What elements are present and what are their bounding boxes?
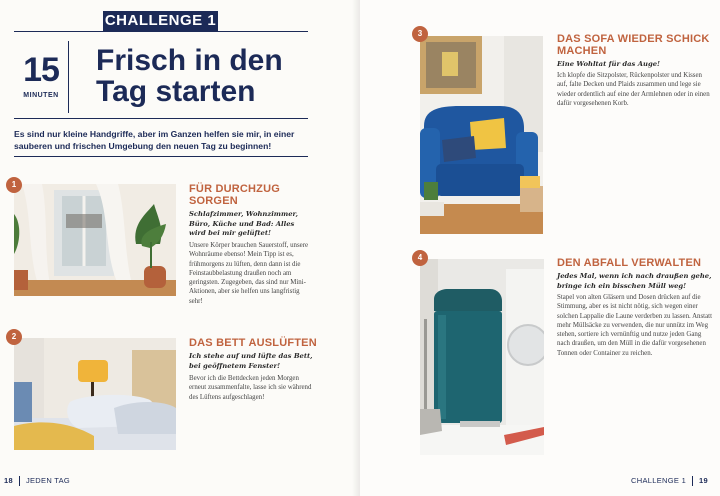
sofa-photo [420, 36, 543, 234]
title-rule [14, 118, 308, 119]
section-4-subtitle: Jedes Mal, wenn ich nach draußen gehe, bringe ich ein bisschen Müll weg! [557, 272, 712, 290]
page-title [96, 45, 336, 107]
top-rule [14, 31, 308, 32]
window-photo [14, 184, 176, 296]
footer-divider-right [692, 476, 693, 486]
intro-text: Es sind nur kleine Handgriffe, aber im Ganzen helfen sie mir, in einer sauberen und frischen Umgebung den neuen Tag zu beginnen! [14, 129, 295, 151]
trash-photo [420, 259, 544, 455]
section-3-subtitle: Eine Wohltat für das Auge! [557, 60, 661, 68]
title-line-2: Tag starten [96, 75, 256, 108]
section-number-4: 4 [412, 250, 428, 266]
footer-left-label: JEDEN TAG [25, 475, 71, 485]
minutes-label: MINUTEN [23, 92, 59, 99]
bed-photo [14, 338, 176, 450]
section-3-body: Ich klopfe die Sitzpolster, Rückenpolster und Kissen auf, falte Decken und Plaids zusammen und lege sie wieder ordentlich auf eine der Armlehnen oder in einen dafür vorgesehenen Korb. [557, 72, 710, 107]
section-2-heading: DAS BETT AUSLÜFTEN [189, 337, 317, 349]
section-3-heading-line-2: MACHEN [557, 45, 607, 57]
page-number-right: 19 [699, 475, 708, 485]
section-number-1: 1 [6, 177, 22, 193]
section-1-heading-line-2: SORGEN [189, 195, 238, 207]
section-3-heading-line-1: DAS SOFA WIEDER SCHICK [557, 33, 710, 45]
footer-left [4, 476, 70, 486]
footer-right [631, 476, 708, 486]
section-number-3: 3 [412, 26, 428, 42]
title-line-1: Frisch in den [96, 44, 283, 77]
challenge-badge: CHALLENGE 1 [104, 12, 217, 29]
right-page [360, 0, 720, 496]
section-1-heading [189, 183, 349, 207]
intro-rule [14, 156, 308, 157]
minutes-number: 15 [23, 51, 59, 89]
minutes-box [14, 41, 69, 113]
section-1-subtitle: Schlafzimmer, Wohnzimmer, Büro, Küche und Bad: Alles wird bei mir gelüftet! [189, 210, 298, 237]
section-1-heading-line-1: FÜR DURCHZUG [189, 183, 281, 195]
page-number-left: 18 [4, 475, 13, 485]
footer-divider [19, 476, 20, 486]
section-2-subtitle: Ich stehe auf und lüfte das Bett, bei geöffnetem Fenster! [189, 352, 313, 370]
section-number-2: 2 [6, 329, 22, 345]
footer-right-label: CHALLENGE 1 [631, 475, 687, 485]
section-4-heading: DEN ABFALL VERWALTEN [557, 257, 702, 269]
section-1-body: Unsere Körper brauchen Sauerstoff, unsere Wohnräume ebenso! Mein Tipp ist es, frühmorgens zu lüften, denn dann ist die Feinstaubbelastung draußen noch am geringsten. Zugegeben, das sind nur Mini-Aktionen, aber sie helfen uns langfristig sehr! [189, 242, 309, 305]
section-4-body: Stapel von alten Gläsern und Dosen drücken auf die Stimmung, aber es ist nicht nötig, sich wegen einer solchen Lappalie die Laune verderben zu lassen. Anstatt mehr Müllsäcke zu verwenden, die nur unnütz im Weg stehen, sortiere ich vernünftig und nutze jeden Gang nach draußen, um den Müll in die dafür vorgesehenen Tonnen oder Container zu reichen. [557, 294, 712, 357]
section-2-body: Bevor ich die Bettdecken jeden Morgen erneut zusammenfalte, lasse ich sie während des Lüftens aufgeschlagen! [189, 375, 312, 401]
section-3-heading [557, 33, 717, 57]
